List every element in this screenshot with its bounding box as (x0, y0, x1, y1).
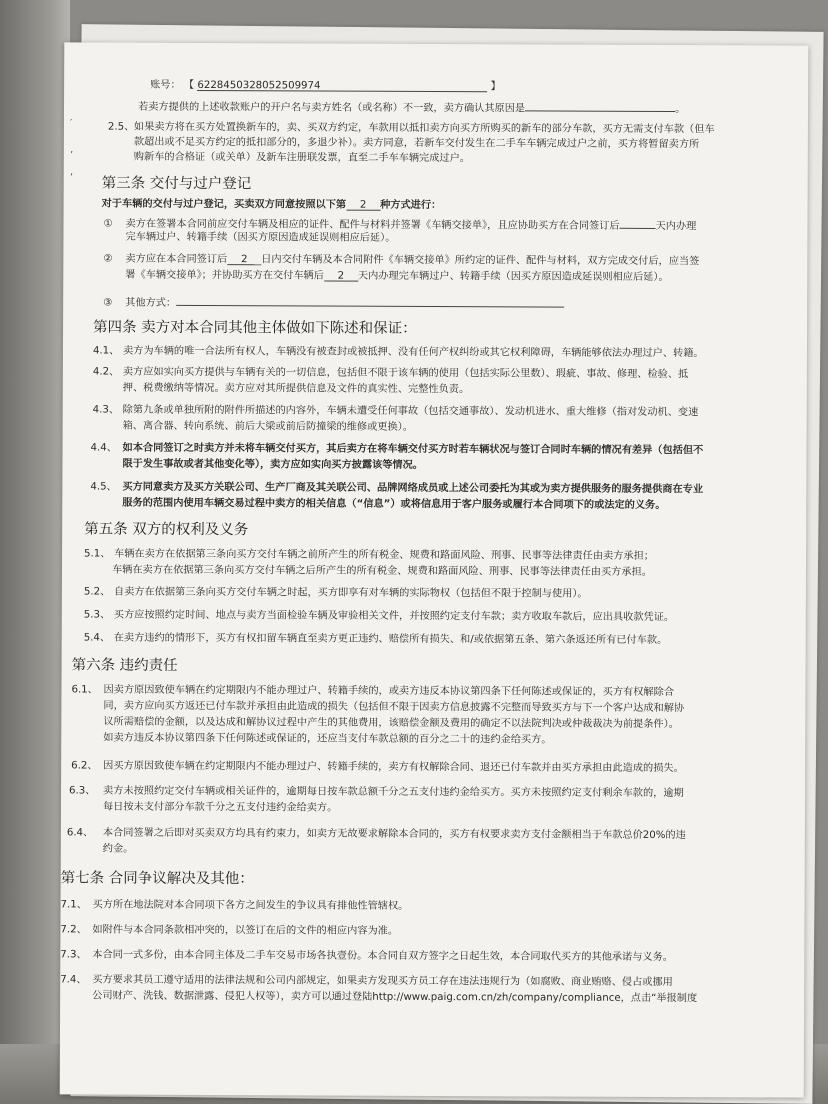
clause-7-3-line-1: 本合同一式多份，由本合同主体及二手车交易市场各执壹份。本合同自双方签字之日起生效，本合同取代买方的其他承诺与义务。 (92, 949, 674, 964)
clause-5-1-line-2: 车辆在卖方在依据第三条向买方交付车辆之后所产生的所有税金、规费和路面风险、刑事、民事等法律责任由买方承担。 (111, 564, 652, 578)
article-5-title: 第五条 双方的权利及义务 (84, 521, 249, 539)
clause-5-3-line-1: 买方应按照约定时间、地点与卖方当面检验车辆及审验相关文件，并按照约定支付车款；卖方收取车款后，应出具收款凭证。 (113, 609, 675, 624)
clause-7-1-line-1: 买方所在地法院对本合同项下各方之间发生的争议具有排他性管辖权。 (92, 899, 409, 912)
option-3-label: 其他方式： (125, 297, 177, 309)
option-2-text-c: 署《车辆交接单》；并协助买方在交付车辆后 (125, 269, 324, 282)
clause-4-5-line-2: 服务的范围内使用车辆交易过程中卖方的相关信息（“信息”）或将信息用于客户服务或履行本合同项下的或法定的义务。 (122, 497, 666, 512)
clause-2-5-line-3: 购新车的合格证（或关单）及新车注册联发票，直至二手车车辆完成过户。 (133, 151, 471, 165)
option-3-marker: ③ (103, 297, 113, 309)
clause-6-3-line-2: 每日按未支付部分车款千分之五支付违约金给卖方。 (102, 801, 338, 814)
clause-7-2 (60, 923, 398, 938)
name-mismatch-text: 若卖方提供的上述收款账户的开户名与卖方姓名（或名称）不一致，卖方确认其原因是 (137, 101, 526, 115)
option-2-text-a: 卖方应在本合同签订后 (125, 253, 228, 266)
clause-4-3-line-1: 除第九条或单独所附的附件所描述的内容外，车辆未遭受任何事故（包括交通事故）、发动机进水、重大维修（指对发动机、变速 (122, 404, 699, 419)
clause-5-4-line-1: 在卖方违约的情形下，买方有权扣留车辆直至卖方更正违约、赔偿所有损失、和/或依据第五条、第六条返还所有已付车款。 (113, 632, 668, 647)
article-3-intro-b: 种方式进行： (380, 199, 442, 212)
option-2-days-blank-1 (227, 253, 261, 265)
clause-5-2-line-1: 自卖方在依据第三条向买方交付车辆之时起，买方即享有对车辆的实际物权（包括但不限于控制与使用）。 (113, 586, 588, 600)
clause-6-1-line-4: 如卖方违反本协议第四条下任何陈述或保证的，还应当支付车款总额的百分之二十的违约金给买方。 (103, 732, 552, 746)
clause-2-5 (107, 121, 135, 135)
reason-blank (525, 99, 675, 112)
clause-6-3-line-1: 卖方未按照约定交付车辆或相关证件的，逾期每日按车款总额千分之五支付违约金给买方。买方未按照约定支付剩余车款的，逾期 (103, 785, 684, 800)
account-label: 账号： (150, 79, 181, 91)
clause-4-4-line-1: 如本合同签订之时卖方并未将车辆交付买方，其后卖方在将车辆交付买方时若车辆状况与签订合同时车辆的情况有差异（包括但不 (122, 442, 704, 457)
clause-5-1-line-1: 车辆在卖方在依据第三条向买方交付车辆之前所产生的所有税金、规费和路面风险、刑事、民事等法律责任由卖方承担； (114, 548, 655, 562)
clause-4-1 (93, 345, 704, 362)
option-2-days-blank-2 (324, 270, 358, 282)
clause-number: 7.3、 (60, 949, 87, 961)
clause-6-2 (71, 759, 684, 776)
option-2-days-value-2: 2 (337, 270, 345, 282)
contract-page (60, 42, 809, 1097)
name-mismatch-line (138, 98, 685, 117)
option-2-days-value-1: 2 (240, 254, 248, 266)
clause-number: 7.1、 (60, 899, 87, 911)
clause-number: 5.3、 (83, 609, 111, 621)
article-4-title: 第四条 卖方对本合同其他主体做如下陈述和保证： (93, 319, 417, 337)
clause-7-1 (61, 898, 409, 914)
option-2-line-2 (125, 269, 668, 285)
clause-number: 6.1、 (71, 684, 98, 696)
clause-6-1-line-2: 同，卖方应向买方返还已付车款并承担由此造成的损失（包括但不限于因卖方信息披露不完整而导致买方与下一个客户达成和解协 (103, 700, 685, 715)
article-3-intro-a: 对于车辆的交付与过户登记，买卖双方同意按照以下第 (101, 198, 347, 211)
clause-2-5-line-2: 款超出或不足买方约定的抵扣部分的，多退少补）。卖方同意，若新车交付发生在二手车车辆完成过户之前，买方将暂留卖方所 (133, 136, 700, 151)
account-number-field (197, 79, 487, 92)
method-choice-value: 2 (359, 199, 367, 211)
option-1-text-a: 卖方在签署本合同前应交付车辆及相应的证件、配件与材料并签署《车辆交接单》，且应协助买方在合同签订后 (125, 218, 620, 232)
margin-mark: ’ (70, 150, 74, 161)
option-1-line-2: 完车辆过户、转籍手续（因买方原因造成延误则相应后延）。 (125, 231, 396, 244)
clause-4-2 (93, 366, 688, 383)
clause-6-4 (67, 826, 686, 843)
option-2-text-b: 日内交付车辆及本合同附件《车辆交接单》所约定的证件、配件与材料，双方完成交付后，应当签 (261, 254, 700, 268)
clause-4-4 (90, 442, 703, 459)
clause-7-4-line-2: 公司财产、洗钱、数据泄露、侵犯人权等），卖方可以通过登陆http://www.paig.com.cn/zh/company/compliance，点击“举报制度 (92, 990, 698, 1005)
account-number: 6228450328052509974 (197, 79, 321, 92)
clause-6-1-line-1: 因卖方原因致使车辆在约定期限内不能办理过户、转籍手续的，或卖方违反本协议第四条下任何陈述或保证的，买方有权解除合 (103, 684, 674, 699)
clause-number: 6.3、 (69, 785, 96, 797)
clause-number: 5.4、 (83, 632, 111, 644)
clause-4-2-line-2: 押、税费缴纳等情况。卖方应对其所提供信息及文件的真实性、完整性负责。 (122, 382, 470, 396)
clause-2-5-line-1: 如果卖方将在买方处置换新车的，卖、买双方约定，车款用以抵扣卖方向买方所购买的新车的部分车款，买方无需支付车款（但车 (133, 121, 715, 136)
clause-6-1-line-3: 议所需赔偿的金额，以及达成和解协议过程中产生的其他费用，该赔偿金额及费用的确定不以法院判决或仲裁裁决为前提条件）。 (103, 716, 679, 731)
account-bracket-close: 】 (490, 81, 501, 93)
clause-5-3 (84, 608, 674, 625)
clause-5-1 (84, 547, 654, 563)
article-3-title: 第三条 交付与过户登记 (101, 175, 252, 193)
option-1-marker: ① (103, 218, 113, 230)
account-line (150, 79, 501, 95)
clause-number: 2.5、 (107, 121, 135, 133)
clause-number: 4.4、 (90, 442, 117, 454)
clause-7-2-line-1: 如附件与本合同条款相冲突的，以签订在后的文件的相应内容为准。 (92, 924, 399, 937)
clause-number: 4.3、 (92, 404, 120, 416)
clause-6-3 (69, 784, 684, 801)
clause-5-2 (84, 585, 588, 601)
option-2-marker: ② (103, 253, 113, 265)
option-1-text-b: 天内办理 (655, 220, 697, 233)
clause-number: 7.2、 (60, 924, 87, 936)
clause-7-3 (60, 948, 673, 965)
clause-6-4-line-1: 本合同签署之后即对买卖双方均具有约束力，如卖方无故要求解除本合同的，买方有权要求卖方支付金额相当于车款总价20%的违 (102, 827, 686, 842)
clause-6-1 (71, 683, 674, 700)
option-1-days-blank (620, 217, 656, 229)
option-2 (103, 253, 699, 270)
clause-4-3-line-2: 箱、离合器、转向系统、前后大梁或前后防撞梁的维修或更换）。 (122, 420, 413, 433)
option-3-blank (176, 294, 564, 308)
clause-4-5-line-1: 买方同意卖方及买方关联公司、生产厂商及其关联公司、品牌网络成员或上述公司委托为其或为卖方提供服务的服务提供商在专业 (122, 481, 704, 496)
clause-number: 4.2、 (92, 366, 120, 378)
clause-7-4 (60, 973, 673, 990)
clause-7-4-line-1: 买方要求其员工遵守适用的法律法规和公司内部规定，如果卖方发现买方员工存在违法违规行为（如腐败、商业贿赂、侵占或挪用 (92, 974, 673, 989)
clause-number: 6.4、 (66, 827, 94, 839)
account-bracket-open: 【 (183, 79, 195, 91)
clause-number: 5.2、 (83, 586, 111, 598)
clause-number: 5.1、 (84, 548, 111, 560)
article-7-title: 第七条 合同争议解决及其他： (60, 870, 254, 888)
option-2-text-d: 天内办理完车辆过户、转籍手续（因买方原因造成延误则相应后延）。 (357, 270, 669, 284)
clause-4-5 (90, 480, 703, 497)
clause-number: 4.1、 (92, 345, 120, 357)
clause-number: 7.4、 (60, 974, 87, 986)
clause-number: 4.5、 (90, 481, 117, 493)
clause-4-2-line-1: 卖方应如实向买方提供与车辆有关的一切信息，包括但不限于该车辆的使用（包括实际公里数）、瑕疵、事故、修理、检验、抵 (122, 366, 689, 381)
name-mismatch-end: 。 (675, 104, 686, 116)
option-3 (103, 294, 564, 313)
clause-4-3 (93, 404, 699, 421)
clause-6-2-line-1: 因买方原因致使车辆在约定期限内不能办理过户、转籍手续的，卖方有权解除合同、退还已付车款并由买方承担由此造成的损失。 (103, 760, 684, 775)
article-6-title: 第六条 违约责任 (71, 657, 178, 674)
margin-mark: ′ (70, 118, 73, 129)
method-choice-blank (346, 199, 380, 211)
clause-6-4-line-2: 约金。 (102, 843, 134, 855)
margin-mark: ‘ (70, 172, 74, 183)
article-3-intro (102, 198, 442, 213)
clause-5-4 (84, 631, 668, 648)
clause-4-4-line-2: 限于发生事故或者其他变化等），卖方应如实向买方披露该等情况。 (122, 458, 424, 471)
clause-4-1-line-1: 卖方为车辆的唯一合法所有权人，车辆没有被查封或被抵押、没有任何产权纠纷或其它权利障碍，车辆能够依法办理过户、转籍。 (122, 345, 704, 360)
clause-number: 6.2、 (71, 760, 98, 772)
